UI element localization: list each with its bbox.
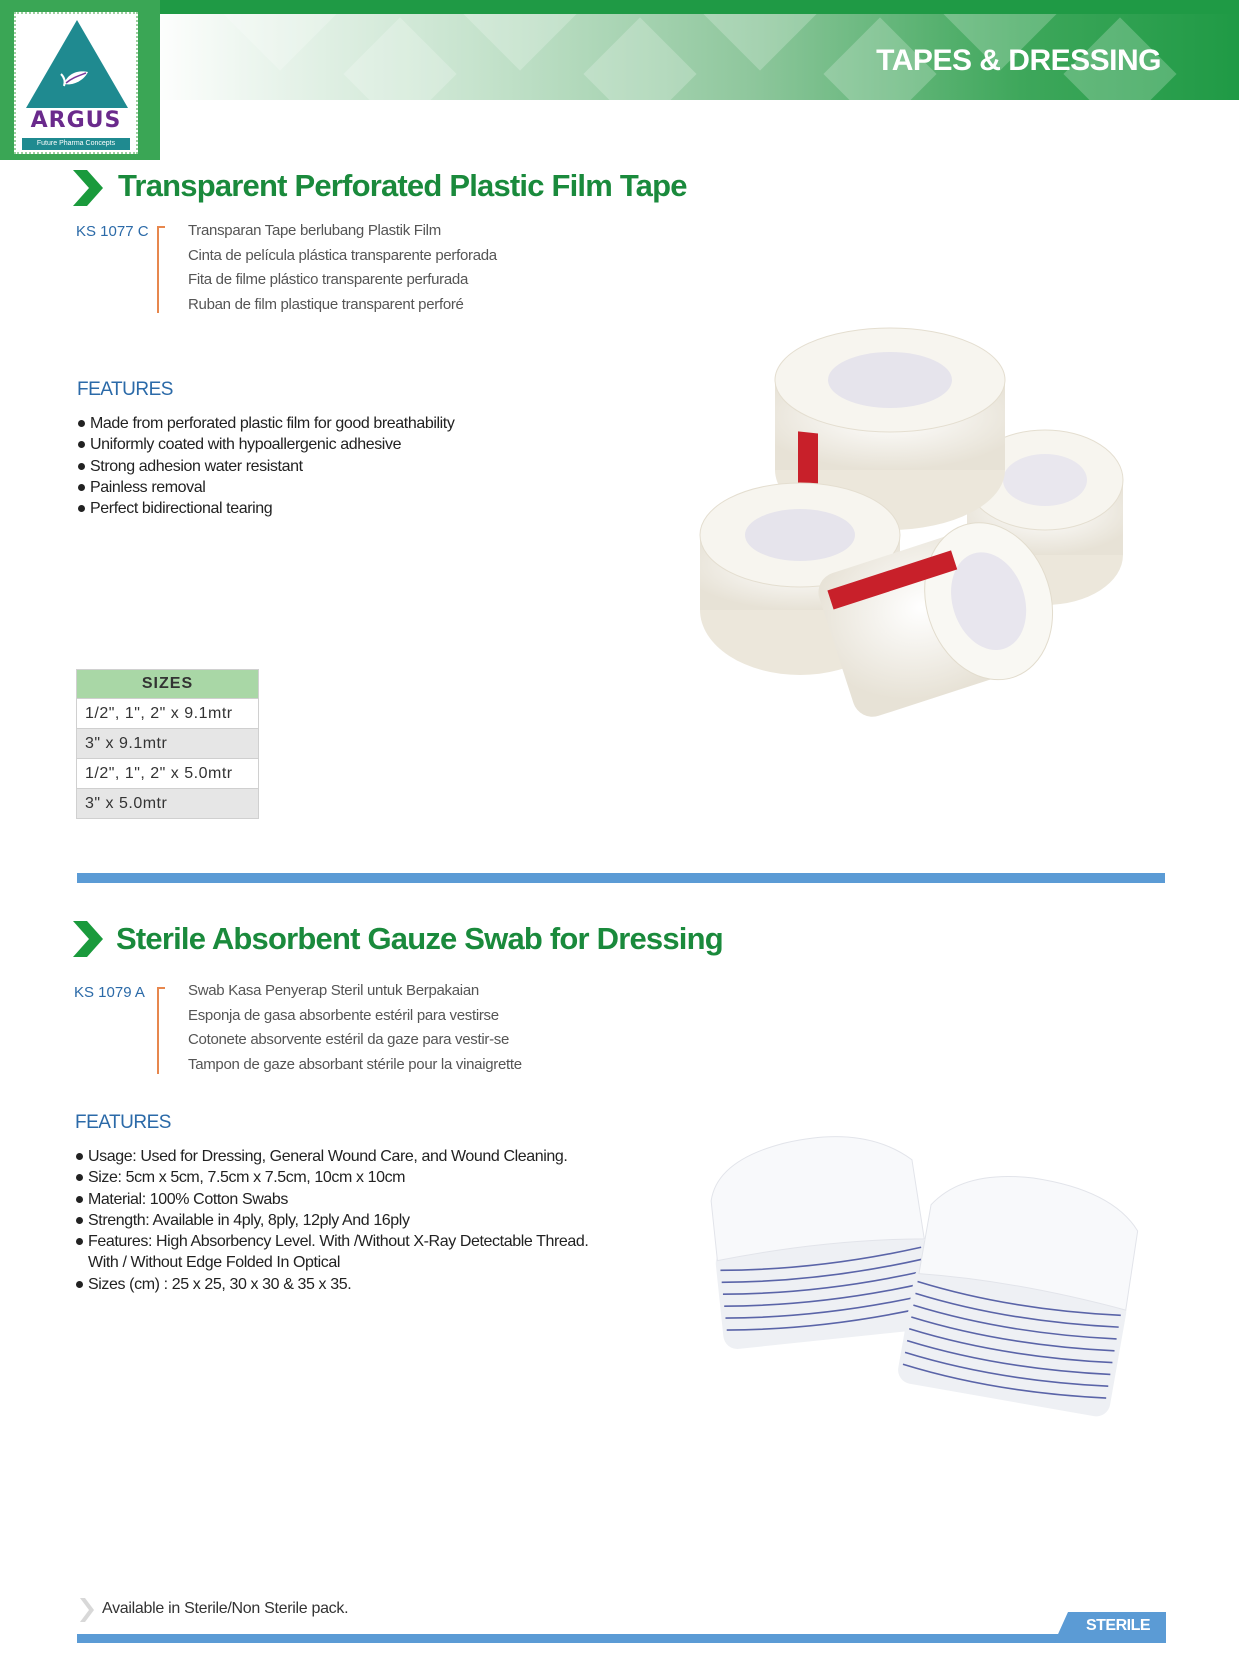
product1-features-list xyxy=(77,413,454,519)
product2-code: KS 1079 A xyxy=(74,984,145,1001)
sizes-header: SIZES xyxy=(77,670,259,699)
translation-line: Swab Kasa Penyerap Steril untuk Berpakaian xyxy=(188,982,479,999)
feature-item: Uniformly coated with hypoallergenic adhesive xyxy=(77,434,454,455)
translation-line: Fita de filme plástico transparente perfurada xyxy=(188,271,468,288)
feature-item: Perfect bidirectional tearing xyxy=(77,498,454,519)
leaf-icon xyxy=(60,66,92,90)
gauze-swabs-image xyxy=(710,1130,1140,1450)
logo-frame xyxy=(14,12,138,154)
translation-line: Cotonete absorvente estéril da gaze para vestir-se xyxy=(188,1031,510,1048)
product2-translations xyxy=(188,979,522,1077)
section-chevron-icon xyxy=(73,921,103,957)
product1-title: Transparent Perforated Plastic Film Tape xyxy=(118,168,687,203)
product1-code: KS 1077 C xyxy=(76,223,149,240)
tape-rolls-image xyxy=(690,325,1160,755)
feature-item: Strength: Available in 4ply, 8ply, 12ply And 16ply xyxy=(75,1210,588,1231)
feature-item: Painless removal xyxy=(77,477,454,498)
feature-item: Features: High Absorbency Level. With /Without X-Ray Detectable Thread. xyxy=(75,1231,588,1252)
sterile-badge-label: STERILE xyxy=(1085,1617,1151,1634)
feature-item: Usage: Used for Dressing, General Wound Care, and Wound Cleaning. xyxy=(75,1146,588,1167)
footer-chevron-icon xyxy=(80,1598,94,1622)
header-band xyxy=(0,0,1239,100)
brand-tagline: Future Pharma Concepts xyxy=(22,138,130,150)
footer-note: Available in Sterile/Non Sterile pack. xyxy=(102,1600,349,1617)
logo-triangle-icon xyxy=(26,20,128,108)
feature-item: Size: 5cm x 5cm, 7.5cm x 7.5cm, 10cm x 10cm xyxy=(75,1167,588,1188)
feature-item: Sizes (cm) : 25 x 25, 30 x 30 & 35 x 35. xyxy=(75,1274,588,1295)
size-cell: 3" x 9.1mtr xyxy=(77,729,259,759)
product2-title: Sterile Absorbent Gauze Swab for Dressing xyxy=(116,921,723,956)
feature-item: Material: 100% Cotton Swabs xyxy=(75,1189,588,1210)
section-divider xyxy=(77,873,1165,883)
header-top-stripe xyxy=(0,0,1239,14)
brand-name: ARGUS xyxy=(30,108,122,133)
feature-item-continued: With / Without Edge Folded In Optical xyxy=(88,1254,340,1272)
size-cell: 1/2", 1", 2" x 9.1mtr xyxy=(77,699,259,729)
product1-features-title: FEATURES xyxy=(77,379,173,400)
feature-item: Strong adhesion water resistant xyxy=(77,456,454,477)
product1-translations xyxy=(188,219,497,317)
translation-line: Ruban de film plastique transparent perforé xyxy=(188,295,464,313)
header-title: TAPES & DRESSING xyxy=(876,44,1161,77)
product2-features-title: FEATURES xyxy=(75,1112,171,1133)
product1-bracket xyxy=(157,226,165,313)
translation-line: Cinta de película plástica transparente perforada xyxy=(188,246,497,264)
brand-logo xyxy=(0,0,160,160)
product2-bracket xyxy=(157,987,165,1074)
feature-item: Made from perforated plastic film for good breathability xyxy=(77,413,454,434)
sizes-table xyxy=(76,669,259,819)
product2-features-list xyxy=(75,1146,588,1295)
translation-line: Tampon de gaze absorbant stérile pour la vinaigrette xyxy=(188,1055,522,1073)
translation-line: Esponja de gasa absorbente estéril para vestirse xyxy=(188,1006,499,1024)
translation-line: Transparan Tape berlubang Plastik Film xyxy=(188,222,441,239)
section-chevron-icon xyxy=(73,170,103,206)
size-cell: 1/2", 1", 2" x 5.0mtr xyxy=(77,759,259,789)
size-cell: 3" x 5.0mtr xyxy=(77,789,259,819)
footer-line xyxy=(77,1634,1165,1643)
